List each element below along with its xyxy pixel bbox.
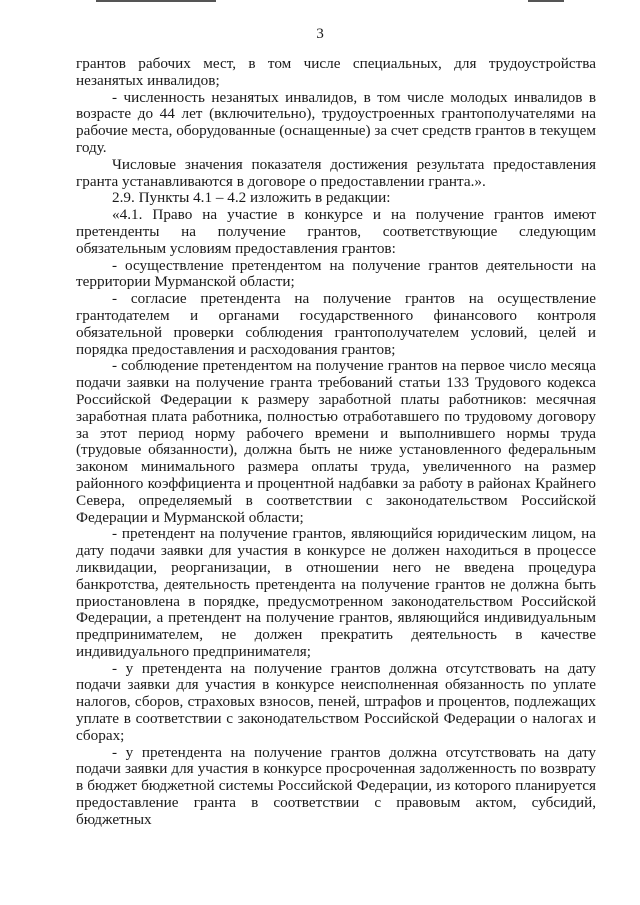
document-body	[76, 56, 596, 829]
paragraph: - претендент на получение грантов, являющийся юридическим лицом, на дату подачи заявки для участия в конкурсе не должен находиться в процессе ликвидации, реорганизации, в отношении него не введена процедура банкротства, деятельность претендента на получение грантов не должна быть приостановлена в порядке, предусмотренном законодательством Российской Федерации, а претендент на получение грантов, являющийся индивидуальным предпринимателем, не должен прекратить деятельность в качестве индивидуального предпринимателя;	[76, 525, 596, 660]
top-edge-line-right	[528, 0, 564, 2]
paragraph: Числовые значения показателя достижения результата предоставления гранта устанавливаются в договоре о предоставлении гранта.».	[76, 155, 596, 190]
paragraph: 2.9. Пункты 4.1 – 4.2 изложить в редакции:	[112, 189, 391, 207]
paragraph: грантов рабочих мест, в том числе специальных, для трудоустройства незанятых инвалидов;	[76, 55, 596, 89]
paragraph: - осуществление претендентом на получение грантов деятельности на территории Мурманской области;	[76, 256, 596, 291]
paragraph: - у претендента на получение грантов должна отсутствовать на дату подачи заявки для участия в конкурсе неисполненная обязанность по уплате налогов, сборов, страховых взносов, пеней, штрафов и процентов, подлежащих уплате в соответствии с законодательством Российской Федерации о налогах и сборах;	[76, 659, 596, 744]
paragraph: «4.1. Право на участие в конкурсе и на получение грантов имеют претенденты на получение грантов, соответствующие следующим обязательным условиям предоставления грантов:	[76, 206, 596, 257]
paragraph: - численность незанятых инвалидов, в том числе молодых инвалидов в возрасте до 44 лет (включительно), трудоустроенных грантополучателями на рабочие места, оборудованные (оснащенные) за счет средств грантов в текущем году.	[76, 88, 596, 156]
paragraph: - у претендента на получение грантов должна отсутствовать на дату подачи заявки для участия в конкурсе просроченная задолженность по возврату в бюджет бюджетной системы Российской Федерации, из которого планируется предоставление гранта в соответствии с правовым актом, субсидий, бюджетных	[76, 743, 596, 828]
paragraph: - соблюдение претендентом на получение грантов на первое число месяца подачи заявки на получение гранта требований статьи 133 Трудового кодекса Российской Федерации к размеру заработной платы работников: месячная заработная плата работника, полностью отработавшего по трудовому договору за этот период норму рабочего времени и выполнившего нормы труда (трудовые обязанности), должна быть не ниже установленного федеральным законом минимального размера оплаты труда, увеличенного на размер районного коэффициента и процентной надбавки за работу в районах Крайнего Севера, определяемый в соответствии с законодательством Российской Федерации и Мурманской области;	[76, 357, 596, 526]
top-edge-line-left	[96, 0, 216, 2]
page-number: 3	[316, 25, 324, 42]
paragraph: - согласие претендента на получение грантов на осуществление грантодателем и органами государственного финансового контроля обязательной проверки соблюдения грантополучателем условий, целей и порядка предоставления и расходования грантов;	[76, 290, 596, 358]
